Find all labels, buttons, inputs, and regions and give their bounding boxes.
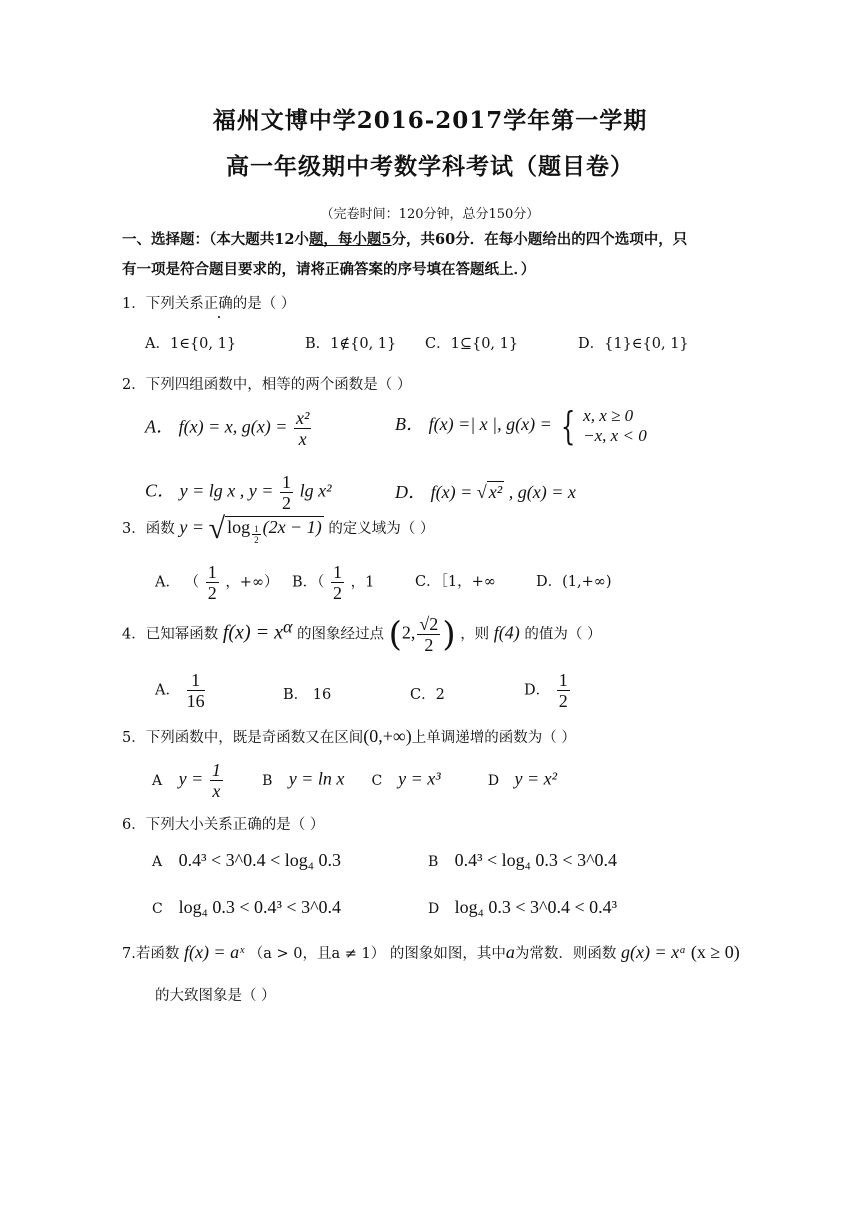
- sqrt-radicand: x²: [488, 482, 503, 502]
- q1-option-b: B．1∉{0, 1}: [305, 336, 397, 352]
- q4-option-c: C．2: [410, 687, 445, 703]
- section-heading-line2: 有一项是符合题目要求的，请将正确答案的序号填在答题纸上．）: [122, 261, 536, 278]
- section-heading: 一、选择题：（本大题共12小题，每小题5分，共60分．在每小题给出的四个选项中，只: [122, 231, 688, 248]
- q4-option-a: A． $\frac{1}{16}$: [155, 670, 205, 711]
- fraction: $\frac{√2}{2}$: [419, 614, 439, 655]
- fraction: $\frac{1}{16}$: [186, 670, 205, 711]
- q4-option-d: D． $\frac{1}{2}$: [524, 670, 568, 711]
- q3-option-d: D．(1,+∞): [536, 574, 612, 590]
- piecewise-cases: x, x ≥ 0 −x, x < 0: [583, 406, 647, 445]
- q4-option-b: B． 16: [283, 687, 332, 703]
- exam-title: 高一年级期中考数学科考试（题目卷）: [226, 153, 634, 180]
- page-title: 福州文博中学2016-2017学年第一学期: [212, 107, 648, 134]
- fraction: $\frac{1}{2}$: [333, 562, 343, 603]
- question-4-stem: 4．已知幂函数 $f(x) = x^\alpha$ 的图象经过点 (2, $\frac{√2}{2}$ ) ，则 f(4) 的值为（ ）: [122, 614, 602, 655]
- q1-option-d: D．{1}∈{0, 1}: [578, 336, 689, 352]
- q5-options: A y = $\frac{1}{x}$ B y = ln x C y = x³ D y = x²: [152, 760, 558, 801]
- question-5-stem: 5．下列函数中，既是奇函数又在区间(0,+∞)上单调递增的函数为（ ）: [122, 726, 576, 746]
- q3-option-c: C．［1，+∞: [415, 574, 496, 590]
- q2-option-d: D． f(x) = √ x² , g(x) = x: [395, 482, 576, 502]
- fraction: $\frac{1}{2}$: [207, 562, 217, 603]
- question-2-stem: 2．下列四组函数中，相等的两个函数是（ ）: [122, 377, 412, 393]
- fraction: $\frac{1}{2}$: [558, 670, 568, 711]
- q6-option-c: C log₄ 0.3 < 0.4³ < 3^0.4: [152, 897, 342, 917]
- exam-note: （完卷时间：120分钟，总分150分）: [320, 207, 540, 222]
- q6-option-b: B 0.4³ < log₄ 0.3 < 3^0.4: [428, 850, 618, 870]
- fraction: $\frac{1}{2}$: [282, 472, 291, 513]
- q2-option-c: C． y = lg x , y = $\frac{1}{2}$ lg x²: [145, 472, 332, 513]
- question-7-line2: 的大致图象是（ ）: [155, 988, 276, 1004]
- question-7-stem: 7.若函数 f(x) = aˣ （a > 0，且a ≠ 1） 的图象如图，其中a为常数．则函数 g(x) = xᵃ (x ≥ 0): [122, 942, 740, 962]
- question-6-stem: 6．下列大小关系正确的是（ ）: [122, 817, 325, 833]
- fraction: $\frac{1}{x}$: [211, 760, 221, 801]
- q6-option-a: A 0.4³ < 3^0.4 < log₄ 0.3: [152, 850, 342, 870]
- q2-option-b: B． f(x) =| x |, g(x) = { x, x ≥ 0 −x, x < 0: [395, 404, 647, 448]
- q1-option-a: A．1∈{0, 1}: [145, 336, 237, 352]
- underlined-text: 题，每小题5: [308, 231, 392, 248]
- q6-option-d: D log₄ 0.3 < 3^0.4 < 0.4³: [428, 897, 618, 917]
- q1-option-c: C．1⊆{0, 1}: [425, 336, 519, 352]
- fraction: $\frac{\text{x²}}{x}$: [295, 408, 310, 449]
- q3-option-b: B．（ $\frac{1}{2}$ ，1: [292, 562, 375, 603]
- sqrt-radicand: log $\frac{1}{2}$ (2x − 1): [227, 517, 322, 545]
- q3-option-a: A． （ $\frac{1}{2}$ ，+∞）: [155, 562, 279, 603]
- q2-option-a: A． f(x) = x, g(x) = $\frac{\text{x²}}{x}$: [145, 408, 310, 449]
- question-1-stem: 1．下列关系正确的是（ ）: [122, 296, 296, 312]
- question-3-stem: 3．函数 y = √ log $\frac{1}{2}$ (2x − 1) 的定义域为（ ）: [122, 512, 435, 545]
